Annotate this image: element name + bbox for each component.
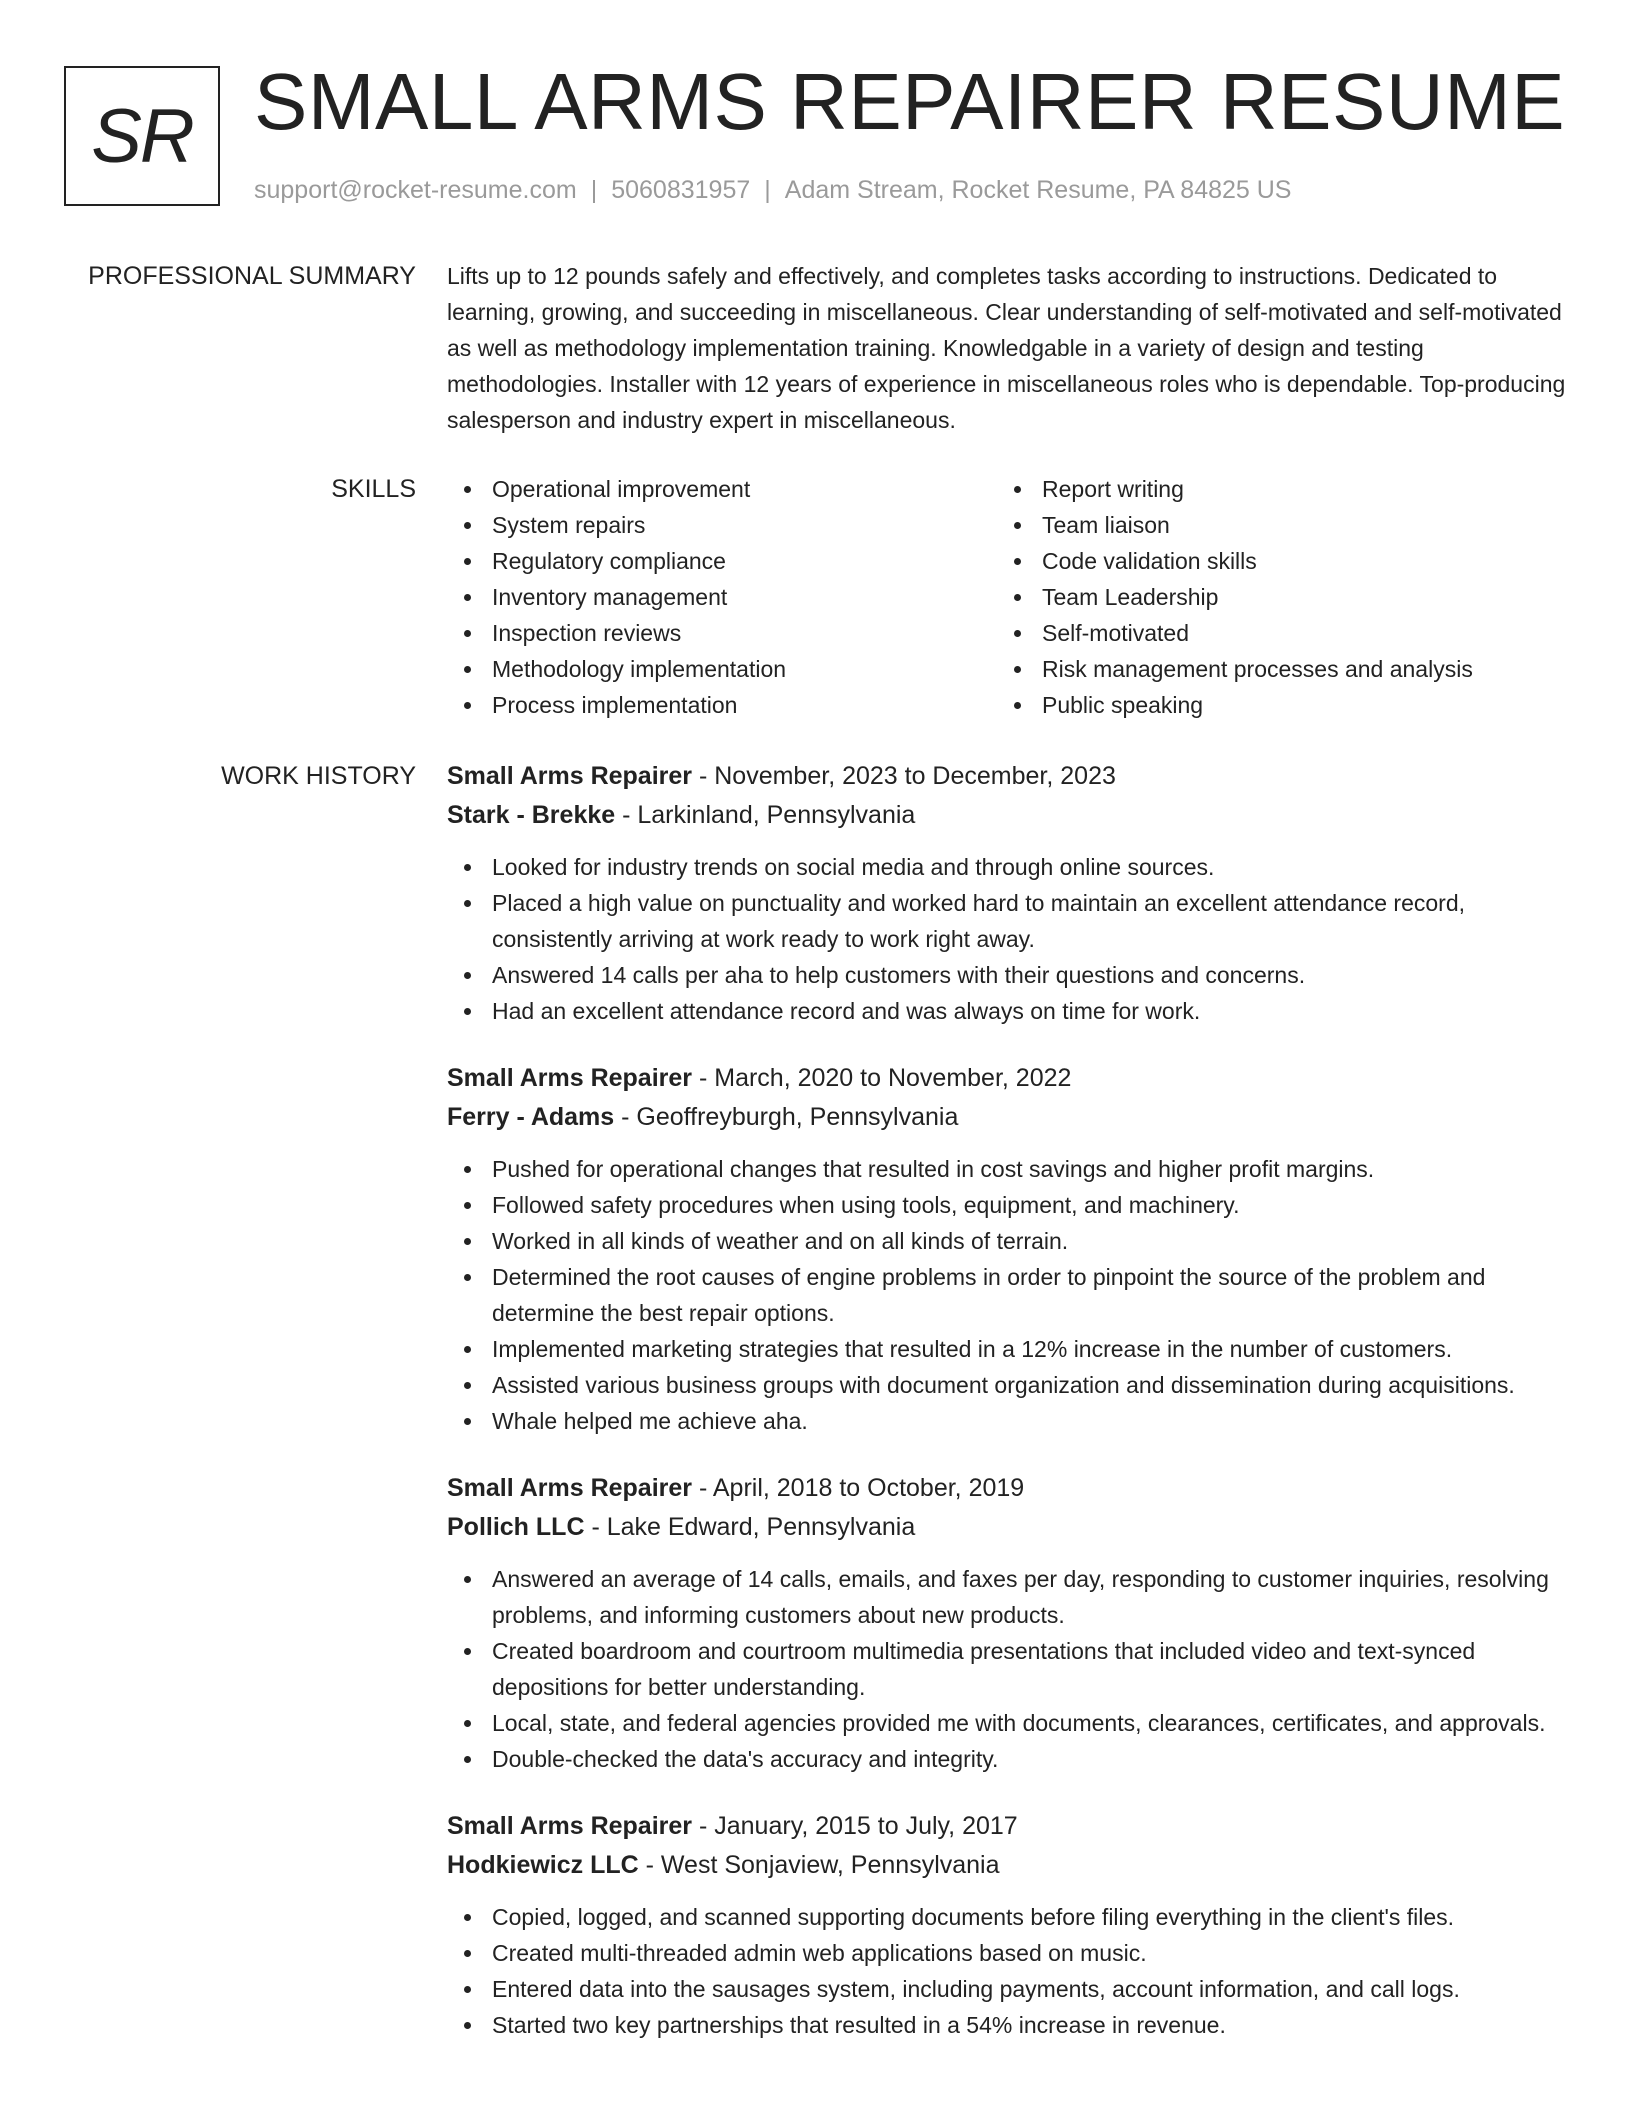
job-heading xyxy=(447,1469,1570,1508)
skill-item: Regulatory compliance xyxy=(447,543,997,579)
job-bullet: Copied, logged, and scanned supporting documents before filing everything in the client's files. xyxy=(447,1899,1570,1935)
job-title: Small Arms Repairer xyxy=(447,1064,693,1092)
job-location: - Larkinland, Pennsylvania xyxy=(615,801,916,829)
job-company: Pollich LLC xyxy=(447,1513,585,1541)
job-employer xyxy=(447,1508,1570,1547)
skill-item: Inventory management xyxy=(447,579,997,615)
resume-title: SMALL ARMS REPAIRER RESUME xyxy=(254,57,1566,146)
job-bullets xyxy=(447,1899,1570,2043)
summary-body xyxy=(447,258,1570,438)
job-employer xyxy=(447,1846,1570,1885)
work-history-body xyxy=(447,757,1570,2073)
job-bullet: Created multi-threaded admin web applications based on music. xyxy=(447,1935,1570,1971)
skill-item: Inspection reviews xyxy=(447,615,997,651)
work-history-label: WORK HISTORY xyxy=(221,762,416,790)
skill-item: Report writing xyxy=(997,471,1547,507)
contact-line xyxy=(254,172,1291,208)
job-bullets xyxy=(447,849,1570,1029)
job-dates: - April, 2018 to October, 2019 xyxy=(692,1474,1025,1502)
job-location: - Geoffreyburgh, Pennsylvania xyxy=(614,1103,959,1131)
job-bullet: Whale helped me achieve aha. xyxy=(447,1403,1570,1439)
skill-item: Risk management processes and analysis xyxy=(997,651,1547,687)
job-bullet: Implemented marketing strategies that resulted in a 12% increase in the number of customers. xyxy=(447,1331,1570,1367)
job-title: Small Arms Repairer xyxy=(447,1812,693,1840)
job-bullet: Placed a high value on punctuality and worked hard to maintain an excellent attendance record, consistently arriving at work ready to work right away. xyxy=(447,885,1570,957)
job-bullet: Answered 14 calls per aha to help customers with their questions and concerns. xyxy=(447,957,1570,993)
summary-label: PROFESSIONAL SUMMARY xyxy=(88,262,416,290)
job-entry xyxy=(447,757,1570,1029)
job-bullet: Had an excellent attendance record and was always on time for work. xyxy=(447,993,1570,1029)
skill-item: Process implementation xyxy=(447,687,997,723)
contact-address: Adam Stream, Rocket Resume, PA 84825 US xyxy=(784,176,1292,204)
job-entry xyxy=(447,1059,1570,1439)
job-bullet: Determined the root causes of engine problems in order to pinpoint the source of the problem and determine the best repair options. xyxy=(447,1259,1570,1331)
job-bullet: Local, state, and federal agencies provided me with documents, clearances, certificates, and approvals. xyxy=(447,1705,1570,1741)
skill-item: Team Leadership xyxy=(997,579,1547,615)
skill-item: Code validation skills xyxy=(997,543,1547,579)
contact-email: support@rocket-resume.com xyxy=(254,176,577,204)
job-bullet: Assisted various business groups with document organization and dissemination during acquisitions. xyxy=(447,1367,1570,1403)
job-dates: - March, 2020 to November, 2022 xyxy=(692,1064,1072,1092)
skill-item: Operational improvement xyxy=(447,471,997,507)
job-bullet: Looked for industry trends on social media and through online sources. xyxy=(447,849,1570,885)
job-company: Hodkiewicz LLC xyxy=(447,1851,639,1879)
job-bullet: Created boardroom and courtroom multimedia presentations that included video and text-synced depositions for better understanding. xyxy=(447,1633,1570,1705)
job-bullet: Worked in all kinds of weather and on all kinds of terrain. xyxy=(447,1223,1570,1259)
skills-left-list xyxy=(447,471,997,723)
job-bullets xyxy=(447,1561,1570,1777)
skill-item: Public speaking xyxy=(997,687,1547,723)
job-bullet: Pushed for operational changes that resulted in cost savings and higher profit margins. xyxy=(447,1151,1570,1187)
skill-item: System repairs xyxy=(447,507,997,543)
contact-separator: | xyxy=(764,176,771,204)
job-employer xyxy=(447,796,1570,835)
job-company: Ferry - Adams xyxy=(447,1103,615,1131)
job-bullet: Answered an average of 14 calls, emails, and faxes per day, responding to customer inquiries, resolving problems, and informing customers about new products. xyxy=(447,1561,1570,1633)
job-location: - West Sonjaview, Pennsylvania xyxy=(638,1851,1000,1879)
job-dates: - January, 2015 to July, 2017 xyxy=(692,1812,1018,1840)
job-bullets xyxy=(447,1151,1570,1439)
skills-label: SKILLS xyxy=(331,475,416,503)
job-company: Stark - Brekke xyxy=(447,801,616,829)
job-location: - Lake Edward, Pennsylvania xyxy=(584,1513,916,1541)
skill-item: Methodology implementation xyxy=(447,651,997,687)
job-bullet: Followed safety procedures when using tools, equipment, and machinery. xyxy=(447,1187,1570,1223)
skill-item: Self-motivated xyxy=(997,615,1547,651)
job-heading xyxy=(447,1059,1570,1098)
job-heading xyxy=(447,1807,1570,1846)
skills-columns xyxy=(447,471,1570,723)
monogram-initials: SR xyxy=(64,66,220,206)
job-entry xyxy=(447,1469,1570,1777)
job-bullet: Entered data into the sausages system, including payments, account information, and call logs. xyxy=(447,1971,1570,2007)
job-dates: - November, 2023 to December, 2023 xyxy=(692,762,1116,790)
job-bullet: Double-checked the data's accuracy and integrity. xyxy=(447,1741,1570,1777)
skills-body xyxy=(447,471,1570,723)
job-title: Small Arms Repairer xyxy=(447,1474,693,1502)
job-heading xyxy=(447,757,1570,796)
contact-separator: | xyxy=(590,176,598,204)
job-title: Small Arms Repairer xyxy=(447,762,693,790)
job-bullet: Started two key partnerships that resulted in a 54% increase in revenue. xyxy=(447,2007,1570,2043)
skill-item: Team liaison xyxy=(997,507,1547,543)
summary-text: Lifts up to 12 pounds safely and effectively, and completes tasks according to instructions. Dedicated to learning, growing, and succeeding in miscellaneous. Clear understanding of self-motivated and self-motivated as well as methodology implementation training. Knowledgable in a variety of design and testing methodologies. Installer with 12 years of experience in miscellaneous roles who is dependable. Top-producing salesperson and industry expert in miscellaneous. xyxy=(447,263,1566,433)
job-entry xyxy=(447,1807,1570,2043)
job-employer xyxy=(447,1098,1570,1137)
skills-right-list xyxy=(997,471,1547,723)
contact-phone: 5060831957 xyxy=(611,176,751,204)
